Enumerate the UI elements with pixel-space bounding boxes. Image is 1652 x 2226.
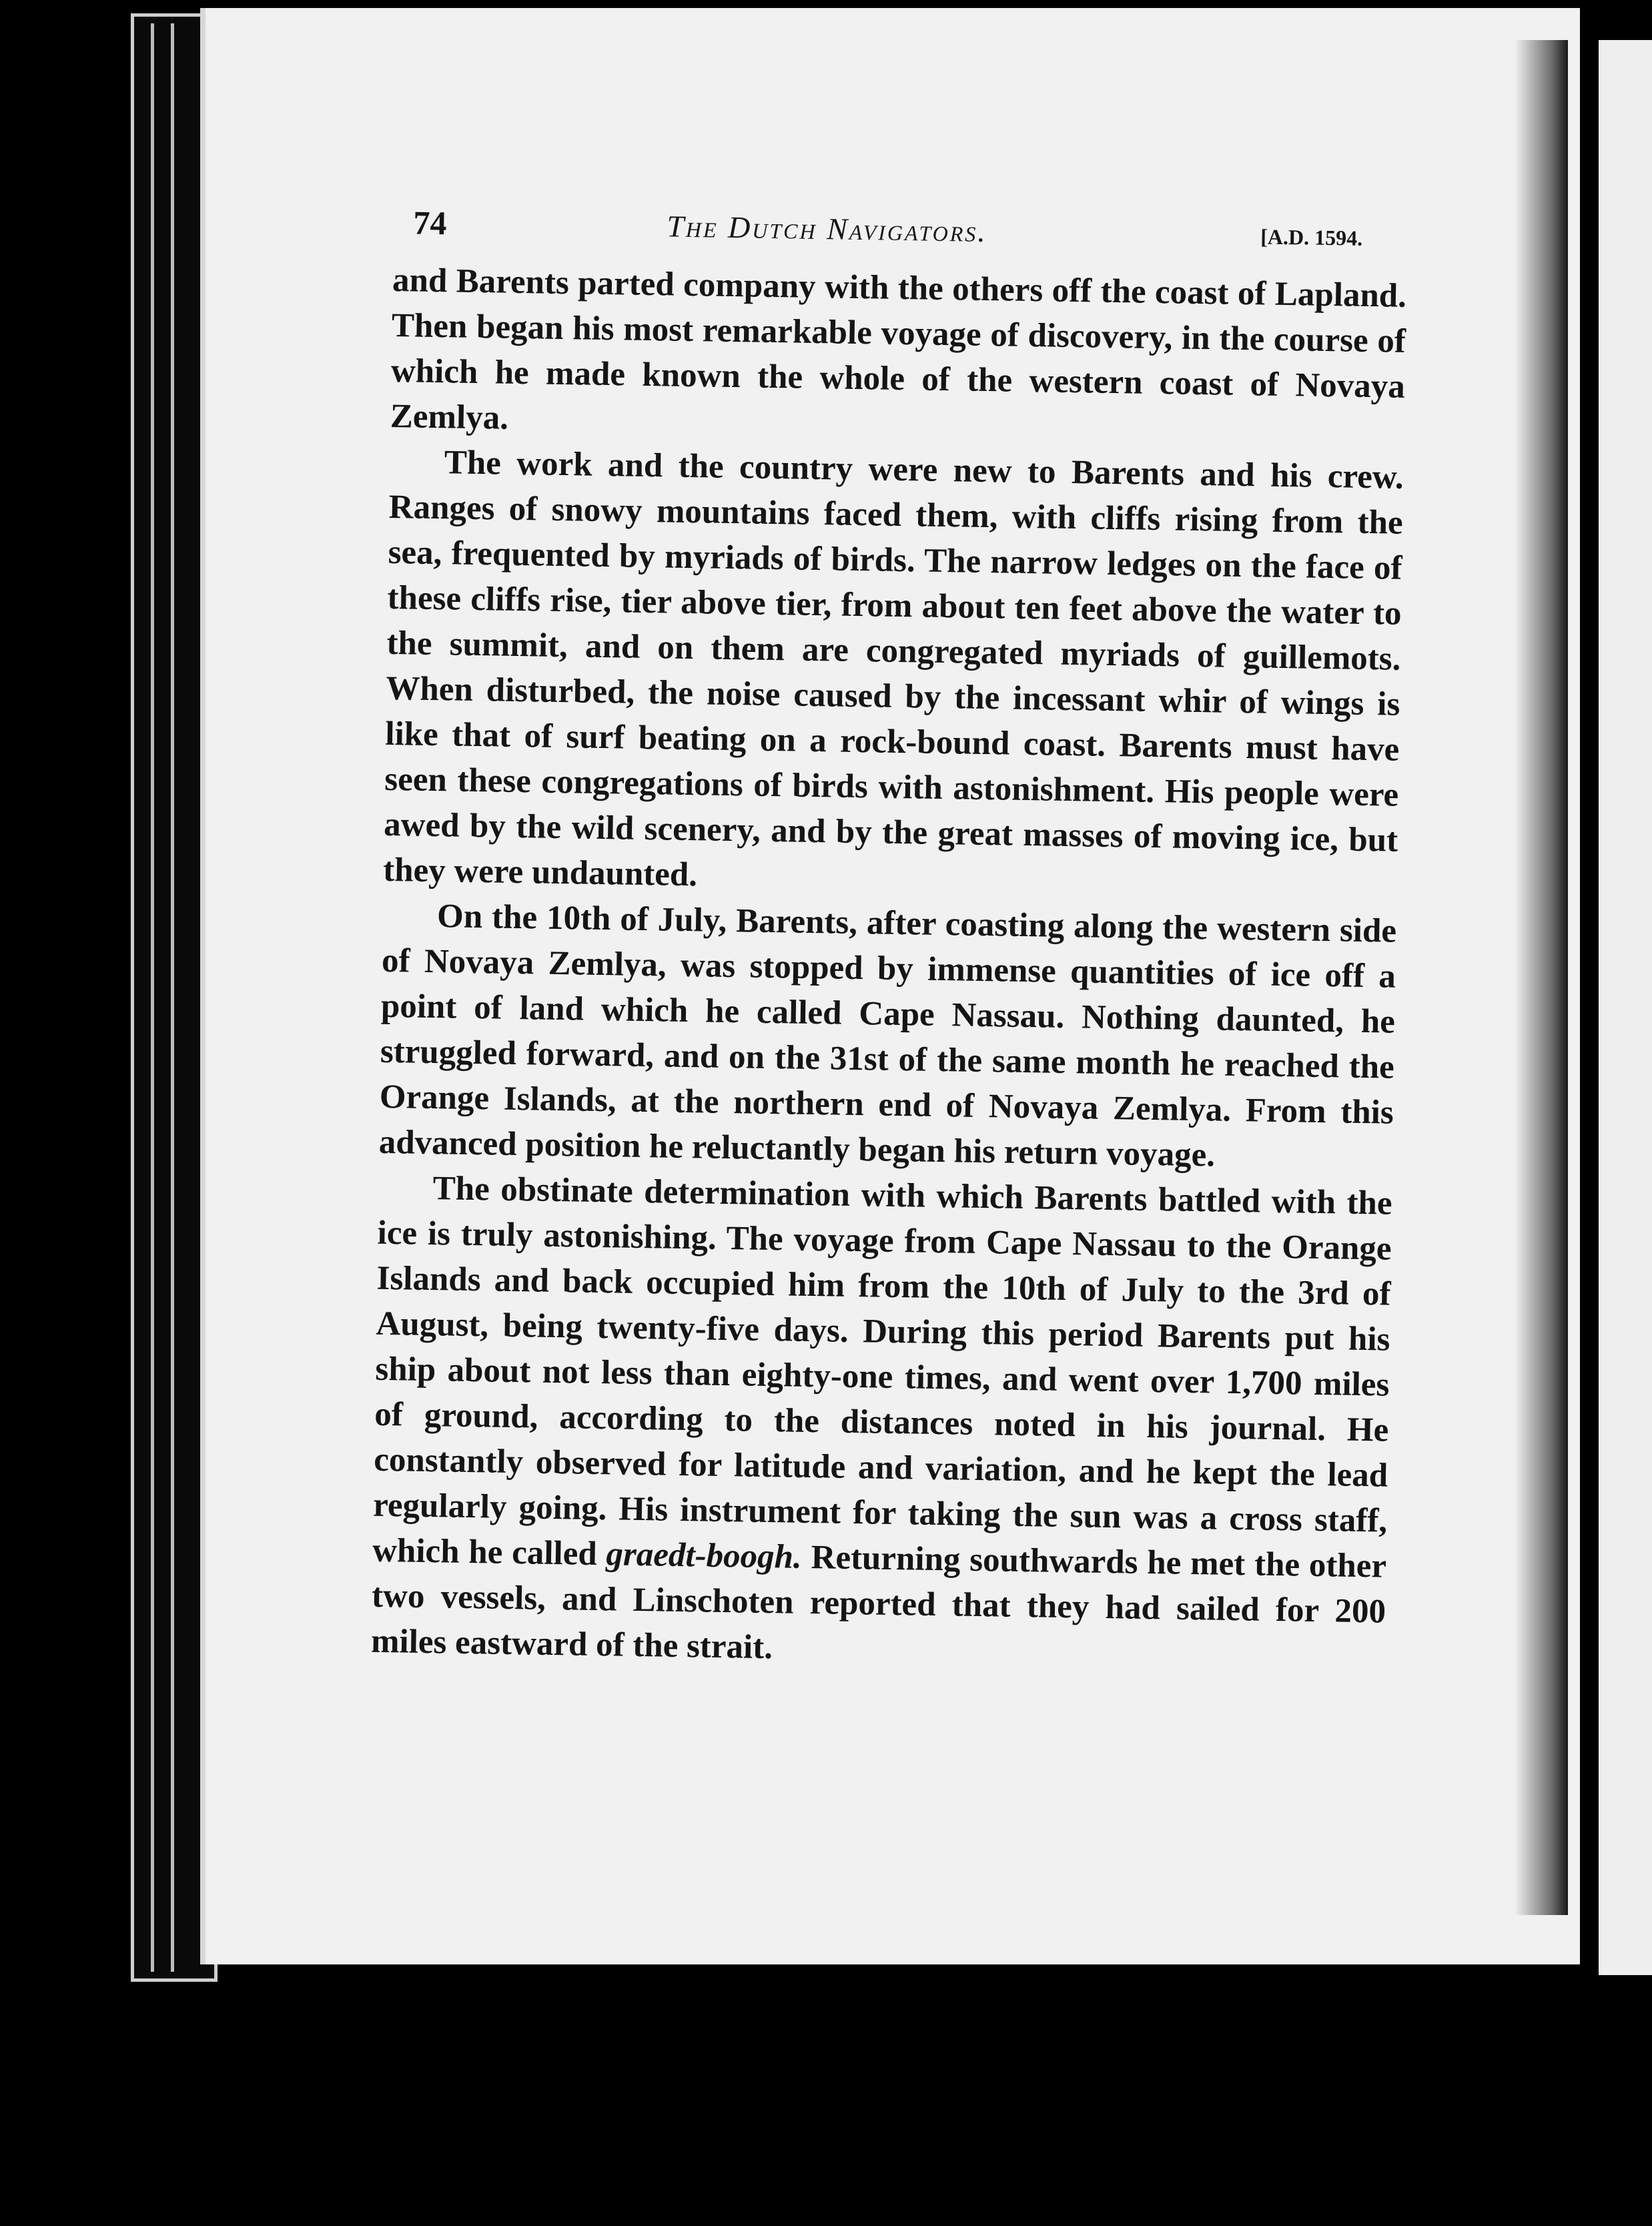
- paragraph: The work and the country were new to Barents and his crew. Ranges of snowy mountains faced them, with cliffs rising from the sea, frequented by myriads of birds. The narrow ledges on the face of these cliffs rise, tier above tier, from about ten feet above the water to the summit, and on them are congregated myriads of guillemots. When disturbed, the noise caused by the incessant whir of wings is like that of surf beating on a rock-bound coast. Barents must have seen these congregations of birds with astonishment. His people were awed by the wild scenery, and by the great masses of moving ice, but they were undaunted.: [382, 444, 1404, 894]
- facing-page-edge: [1599, 40, 1652, 1975]
- gutter-shadow: [1515, 40, 1568, 1915]
- running-date: [A.D. 1594.: [1260, 224, 1363, 250]
- paragraph: [371, 1165, 1393, 1680]
- page-number: 74: [413, 204, 447, 242]
- paragraph-text: The obstinate determination with which Barents battled with the ice is truly astonishing. The voyage from Cape Nassau to the Orange Islands and back occupied him from the 10th of July to the 3rd of August, being twenty-five days. During this period Barents put his ship about not less than eighty-one times, and went over 1,700 miles of ground, according to the distances noted in his journal. He constantly observed for latitude and variation, and he kept the lead regularly going. His instrument for taking the sun was a cross staff, which he called: [372, 1170, 1393, 1573]
- italic-term: graedt-boogh.: [606, 1535, 803, 1576]
- page-text: [371, 200, 1408, 1680]
- paragraph: and Barents parted company with the others off the coast of Lapland. Then began his most remarkable voyage of discovery, in the course of which he made known the whole of the western coast of Novaya Zemlya.: [390, 261, 1407, 437]
- paragraph-text: Returning southwards he met the other two vessels, and Linschoten reported that they had sailed for 200 miles eastward of the strait.: [370, 1538, 1387, 1667]
- paragraph: On the 10th of July, Barents, after coasting along the western side of Novaya Zemlya, was stopped by immense quantities of ice off a point of land which he called Cape Nassau. Nothing daunted, he struggled forward, and on the 31st of the same month he reached the Orange Islands, at the northern end of Novaya Zemlya. From this advanced position he reluctantly began his return voyage.: [378, 897, 1397, 1174]
- running-title: The Dutch Navigators.: [667, 209, 988, 248]
